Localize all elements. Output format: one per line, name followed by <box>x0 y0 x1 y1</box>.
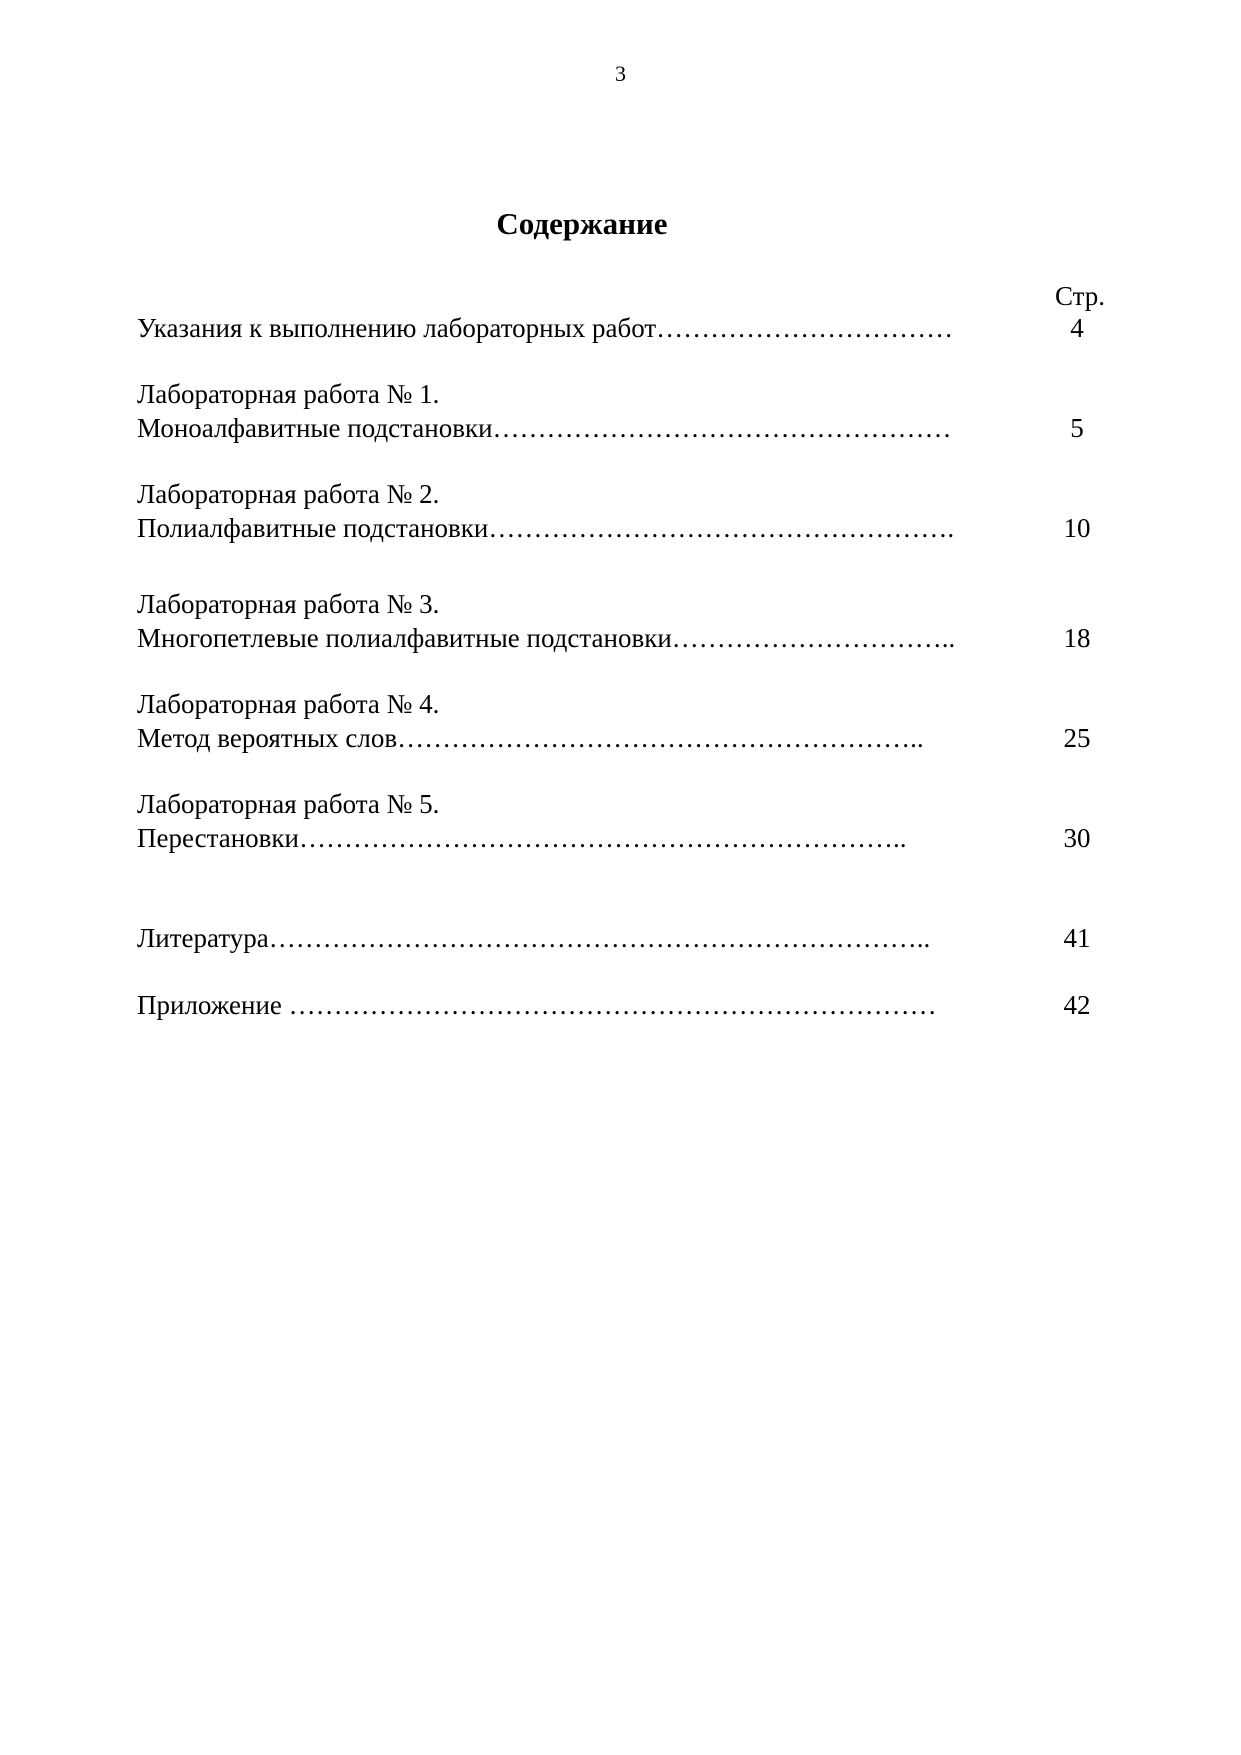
toc-entry-heading: Лабораторная работа № 1. <box>137 379 440 409</box>
toc-entry-page: 41 <box>1063 923 1091 953</box>
toc-entry-heading: Лабораторная работа № 5. <box>137 789 440 819</box>
toc-entry-heading: Лабораторная работа № 4. <box>137 689 440 719</box>
toc-entry[interactable] <box>137 721 1097 755</box>
toc-entry-page: 18 <box>1063 623 1091 653</box>
toc-entry-text: Перестановки………………………………………………………….. <box>137 823 907 853</box>
toc-entry-heading: Лабораторная работа № 2. <box>137 479 440 509</box>
toc-entry-text: Полиалфавитные подстановки……………………………………………. <box>137 513 955 543</box>
toc-entry-heading: Лабораторная работа № 3. <box>137 589 440 619</box>
page-title: Содержание <box>496 206 668 241</box>
toc-entry-text: Моноалфавитные подстановки…………………………………………… <box>137 413 952 443</box>
toc-entry-text: Литература……………………………………………………………….. <box>137 923 931 953</box>
toc-entry-page: 10 <box>1063 513 1091 543</box>
toc-entry-text: Приложение ……………………………………………………………… <box>137 990 937 1020</box>
toc-entry-page: 30 <box>1063 823 1091 853</box>
toc-entry-text: Указания к выполнению лабораторных работ…………………………… <box>137 313 954 343</box>
toc-entry[interactable] <box>137 311 1097 345</box>
toc-entry[interactable] <box>137 821 1097 855</box>
page-column-label: Стр. <box>1054 281 1106 311</box>
toc-entry[interactable] <box>137 921 1097 955</box>
toc-entry[interactable] <box>137 511 1097 545</box>
toc-entry-page: 5 <box>1070 413 1084 443</box>
toc-entry-page: 4 <box>1070 313 1084 343</box>
toc-entry[interactable] <box>137 988 1097 1022</box>
toc-entry-page: 42 <box>1063 990 1091 1020</box>
toc-entry-page: 25 <box>1063 723 1091 753</box>
toc-entry[interactable] <box>137 621 1097 655</box>
toc-entry-text: Метод вероятных слов………………………………………………….. <box>137 723 924 753</box>
toc-entry-text: Многопетлевые полиалфавитные подстановки………………………….. <box>137 623 956 653</box>
page-number: 3 <box>615 61 626 86</box>
toc-entry[interactable] <box>137 411 1097 445</box>
